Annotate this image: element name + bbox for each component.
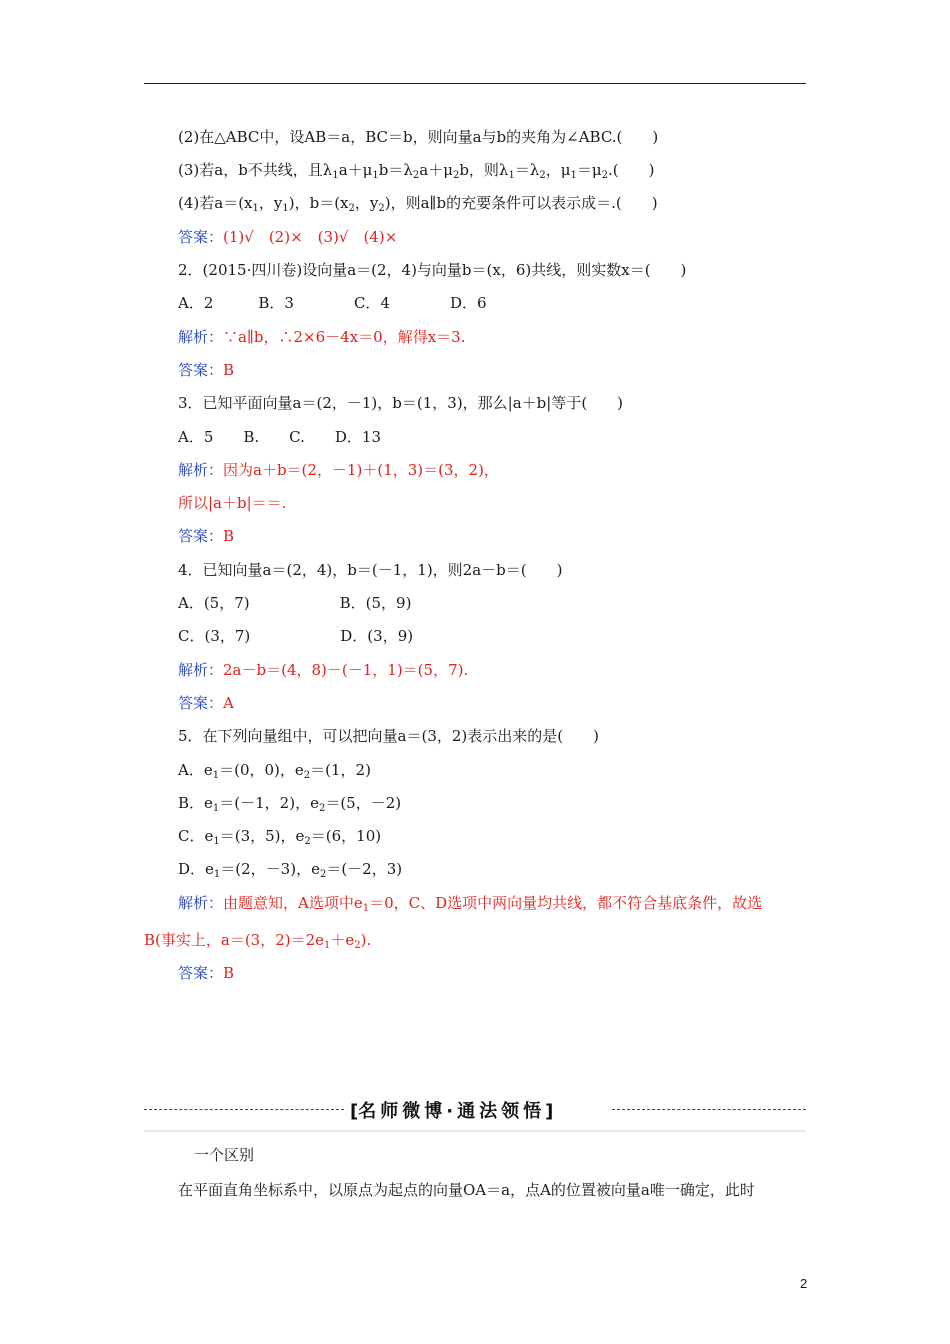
analysis-label: 解析：	[178, 328, 224, 346]
q5-analysis	[178, 893, 762, 913]
answer-label: 答案：	[178, 964, 224, 982]
answer-label: 答案：	[178, 694, 224, 712]
section-text: 在平面直角坐标系中，以原点为起点的向量OA＝a，点A的位置被向量a唯一确定，此时	[178, 1181, 755, 1199]
analysis-text: 因为a＋b＝(2，－1)＋(1，3)＝(3，2)，	[223, 461, 499, 479]
q5-stem: 5．在下列向量组中，可以把向量a＝(3，2)表示出来的是( )	[178, 727, 599, 745]
q5-answer	[178, 963, 234, 983]
header-rule	[144, 83, 806, 84]
banner-dashes-left	[144, 1109, 344, 1110]
banner-shadow	[144, 1130, 806, 1132]
q2-options: A．2 B．3 C．4 D．6	[178, 294, 487, 312]
answer-value: (1)√ (2)× (3)√ (4)×	[223, 228, 398, 246]
answer-label: 答案：	[178, 527, 224, 545]
banner-title: [名师微博·通法领悟]	[350, 1101, 554, 1122]
q4-options-row-1: A．(5，7) B．(5，9)	[178, 594, 412, 612]
q2-stem: 2．(2015·四川卷)设向量a＝(2，4)与向量b＝(x，6)共线，则实数x＝( )	[178, 261, 687, 279]
q3-options: A．5 B. C. D．13	[178, 428, 381, 446]
answer-value: B	[223, 527, 235, 545]
q2-analysis	[178, 327, 465, 347]
answer-value: B	[223, 964, 235, 982]
answer-value: B	[223, 361, 235, 379]
page-number: 2	[800, 1276, 808, 1291]
q3-analysis	[178, 460, 499, 480]
answer-label: 答案：	[178, 228, 224, 246]
q1-item-3: (3)若a，b不共线，且$\lambda_1a+\mu_1b=\lambda_2a+\mu_2b$，则$\lambda_1=\lambda_2$，$\mu_1=\mu_2$.( )	[178, 161, 655, 181]
q1-item-4: (4)若$a=(x_1$，$y_1$)，$b=(x_2$，$y_2$)，则a∥b的充要条件可以表示成＝.( )	[178, 194, 658, 214]
section-banner	[144, 1088, 806, 1132]
q5-analysis-line-2: B(事实上，a＝(3，$2)=2e_1+e_2$).	[144, 931, 372, 951]
answer-value: A	[223, 694, 234, 712]
q3-analysis-line-2: 所以|a＋b|＝＝.	[178, 494, 287, 512]
q4-options-row-2: C．(3，7) D．(3，9)	[178, 627, 414, 645]
analysis-label: 解析：	[178, 894, 224, 912]
analysis-label: 解析：	[178, 661, 224, 679]
q1-answer	[178, 227, 397, 247]
q5-option-d: D．$e_1=(2$，－3)，$e_2=(-2$，3)	[178, 860, 403, 880]
q2-answer	[178, 360, 234, 380]
q5-option-a: A．$e_1=(0$，0)，$e_2=(1$，2)	[178, 761, 371, 781]
analysis-text: 由题意知，A选项中$e_1=0$，C、D选项中两向量均共线，都不符合基底条件，故选	[223, 894, 763, 914]
q3-stem: 3．已知平面向量a＝(2，－1)，b＝(1，3)，那么|a＋b|等于( )	[178, 394, 624, 412]
q1-item-2: (2)在△ABC中，设AB＝a，BC＝b，则向量a与b的夹角为∠ABC.( )	[178, 128, 659, 146]
q4-analysis	[178, 660, 468, 680]
q4-answer	[178, 693, 234, 713]
q5-option-c: C．$e_1=(3$，5)，$e_2=(6$，10)	[178, 827, 382, 847]
analysis-text: ∵a∥b，∴2×6－4x＝0，解得x＝3.	[223, 328, 466, 346]
analysis-text: 2a－b＝(4，8)－(－1，1)＝(5，7).	[223, 661, 469, 679]
q4-stem: 4．已知向量a＝(2，4)，b＝(－1，1)，则2a－b＝( )	[178, 561, 563, 579]
banner-dashes-right	[612, 1109, 806, 1110]
answer-label: 答案：	[178, 361, 224, 379]
analysis-label: 解析：	[178, 461, 224, 479]
q5-option-b: B．$e_1=(-1$，2)，$e_2=(5$，－2)	[178, 794, 402, 814]
section-heading: 一个区别	[194, 1146, 255, 1164]
q3-answer	[178, 526, 234, 546]
